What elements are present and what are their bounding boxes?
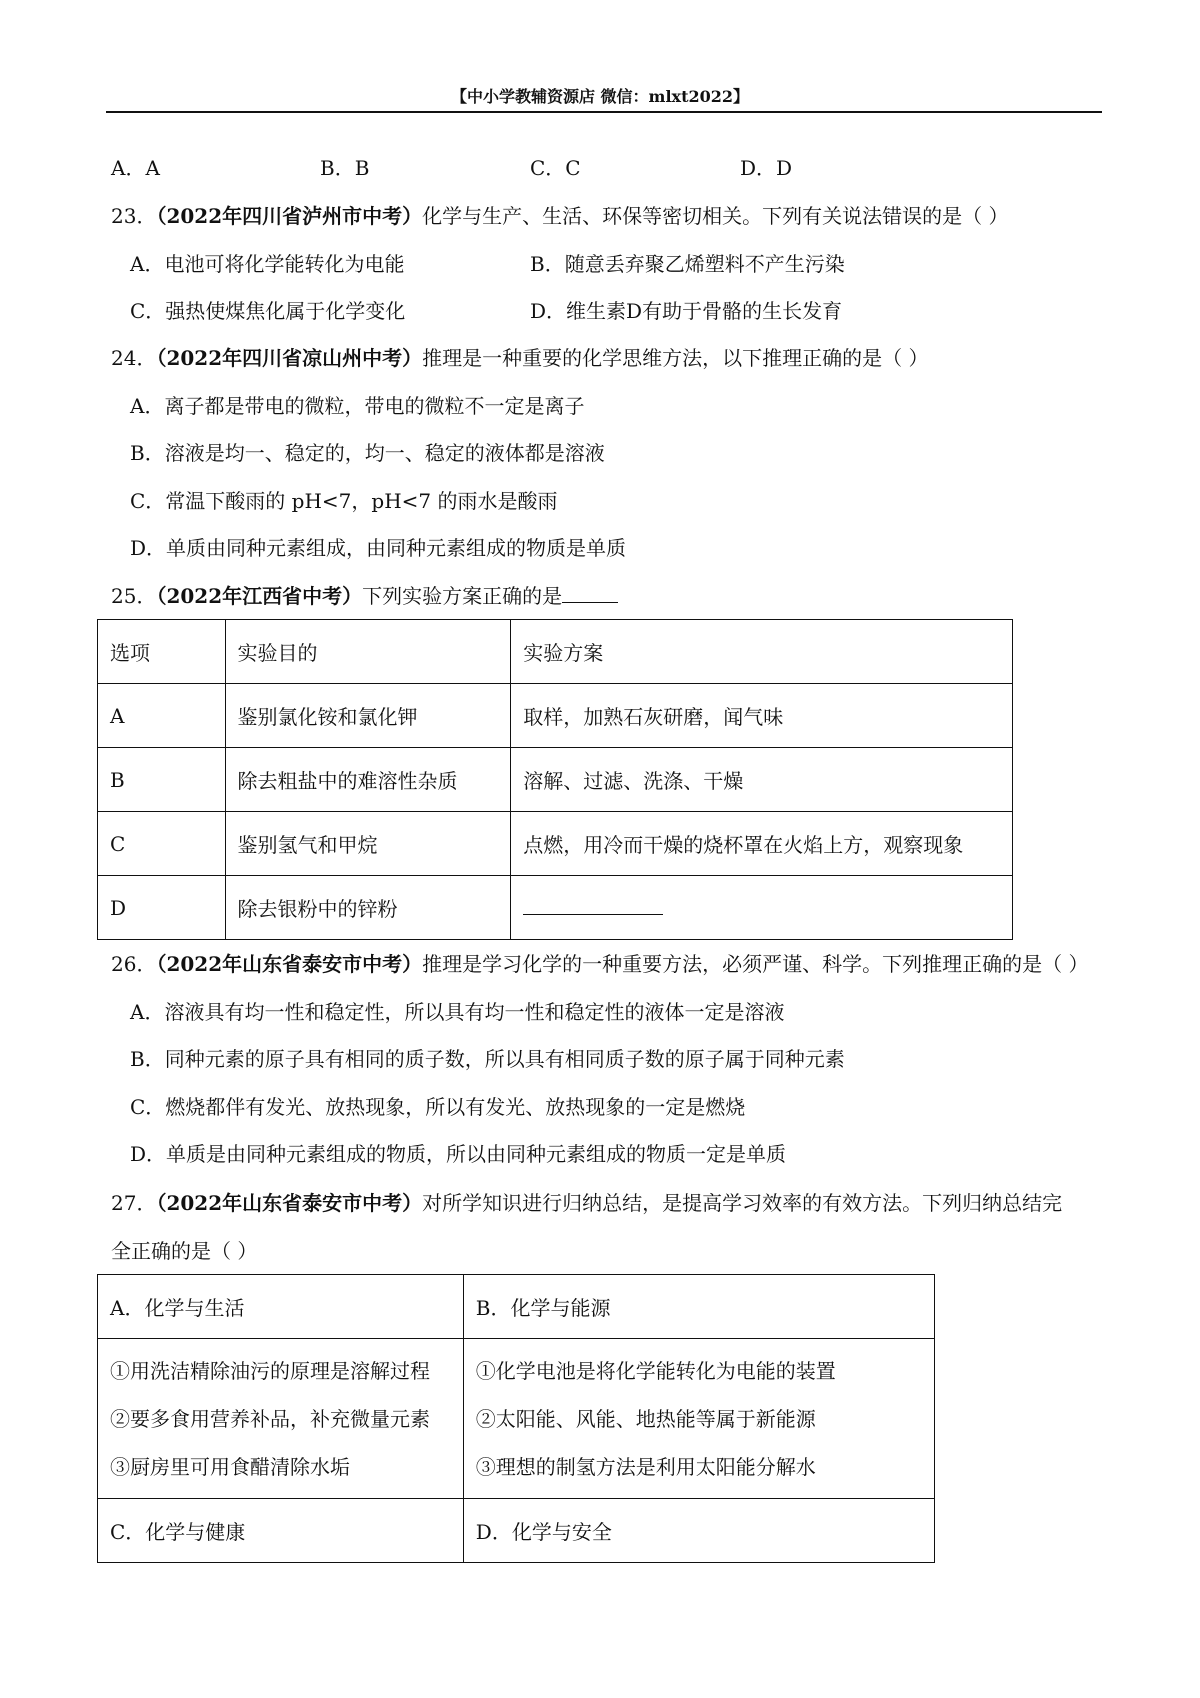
q26-stem [111,950,1088,978]
list-item: ③厨房里可用食醋清除水垢 [110,1454,350,1479]
q25-row-c-purpose: 鉴别氢气和甲烷 [225,812,511,876]
q27-cell-a-title: A．化学与生活 [98,1275,464,1339]
q27-cell-b-title: B．化学与能源 [463,1275,934,1339]
q24-option-d: D．单质由同种元素组成，由同种元素组成的物质是单质 [130,536,627,560]
q23-number: 23． [111,204,157,228]
q25-row-d-option: D [98,876,226,940]
q27-stem [111,1189,1062,1217]
q24-number: 24． [111,346,157,370]
q26-source: （2022年山东省泰安市中考） [156,952,423,976]
q25-header-option: 选项 [98,620,226,684]
q25-text: 下列实验方案正确的是 [362,584,563,608]
table-row [98,748,1013,812]
q26-number: 26． [111,952,157,976]
q23-option-c: C．强热使煤焦化属于化学变化 [130,299,406,323]
q22-choice-c: C．C [530,156,581,180]
q25-row-d-purpose: 除去银粉中的锌粉 [225,876,511,940]
list-item: ①用洗洁精除油污的原理是溶解过程 [110,1358,430,1383]
q24-option-b: B．溶液是均一、稳定的，均一、稳定的液体都是溶液 [130,441,605,465]
q27-source: （2022年山东省泰安市中考） [156,1191,423,1215]
q27-table [97,1274,935,1563]
q27-cell-d-title: D．化学与安全 [463,1499,934,1563]
q26-option-a: A．溶液具有均一性和稳定性，所以具有均一性和稳定性的液体一定是溶液 [130,1000,785,1024]
q23-option-b: B．随意丢弃聚乙烯塑料不产生污染 [530,252,845,276]
q27-cell-b-items [463,1339,934,1499]
q25-row-c-plan: 点燃，用冷而干燥的烧杯罩在火焰上方，观察现象 [511,812,1013,876]
q22-choice-b: B．B [320,156,370,180]
table-row [98,1339,935,1499]
q22-choice-a: A．A [111,156,160,180]
q25-row-a-plan: 取样，加熟石灰研磨，闻气味 [511,684,1013,748]
q26-option-d: D．单质是由同种元素组成的物质，所以由同种元素组成的物质一定是单质 [130,1142,787,1166]
table-row [98,812,1013,876]
table-row [98,1275,935,1339]
q25-table-header-row [98,620,1013,684]
q23-source: （2022年四川省泸州市中考） [156,204,423,228]
list-item: ②要多食用营养补品，补充微量元素 [110,1406,430,1431]
list-item: ①化学电池是将化学能转化为电能的装置 [475,1358,836,1383]
table-row [98,876,1013,940]
q27-cell-a-items [98,1339,464,1499]
q25-header-purpose: 实验目的 [225,620,511,684]
header-rule [106,111,1102,113]
q24-stem [111,344,928,372]
q25-row-c-option: C [98,812,226,876]
q22-choice-d: D．D [740,156,793,180]
q23-stem [111,202,1008,230]
q25-row-d-blank [523,898,663,915]
q25-row-a-purpose: 鉴别氯化铵和氯化钾 [225,684,511,748]
q26-text: 推理是学习化学的一种重要方法，必须严谨、科学。下列推理正确的是（ ） [422,952,1089,976]
q27-cell-c-title: C．化学与健康 [98,1499,464,1563]
q25-source: （2022年江西省中考） [156,584,363,608]
q26-option-c: C．燃烧都伴有发光、放热现象，所以有发光、放热现象的一定是燃烧 [130,1095,746,1119]
q23-option-a: A．电池可将化学能转化为电能 [130,252,405,276]
q24-option-a: A．离子都是带电的微粒，带电的微粒不一定是离子 [130,394,585,418]
table-row [98,1499,935,1563]
q27-text-line2: 全正确的是（ ） [111,1239,258,1263]
page-header: 【中小学教辅资源店 微信：mlxt2022】 [450,87,750,106]
q25-row-b-option: B [98,748,226,812]
q24-text: 推理是一种重要的化学思维方法，以下推理正确的是（ ） [422,346,929,370]
q25-table [97,619,1013,940]
q27-number: 27． [111,1191,157,1215]
q24-option-c: C．常温下酸雨的 pH<7，pH<7 的雨水是酸雨 [130,489,558,513]
q23-option-d: D．维生素D有助于骨骼的生长发育 [530,299,843,323]
q25-answer-blank [562,584,618,603]
q23-text: 化学与生产、生活、环保等密切相关。下列有关说法错误的是（ ） [422,204,1009,228]
list-item: ②太阳能、风能、地热能等属于新能源 [475,1406,816,1431]
q25-row-b-plan: 溶解、过滤、洗涤、干燥 [511,748,1013,812]
table-row [98,684,1013,748]
q25-row-a-option: A [98,684,226,748]
list-item: ③理想的制氢方法是利用太阳能分解水 [475,1454,816,1479]
q25-number: 25． [111,584,157,608]
q25-row-d-plan [511,876,1013,940]
q27-text-line1: 对所学知识进行归纳总结，是提高学习效率的有效方法。下列归纳总结完 [422,1191,1063,1215]
q26-option-b: B．同种元素的原子具有相同的质子数，所以具有相同质子数的原子属于同种元素 [130,1047,845,1071]
q24-source: （2022年四川省凉山州中考） [156,346,423,370]
q25-header-plan: 实验方案 [511,620,1013,684]
q25-stem [111,582,618,610]
q25-row-b-purpose: 除去粗盐中的难溶性杂质 [225,748,511,812]
